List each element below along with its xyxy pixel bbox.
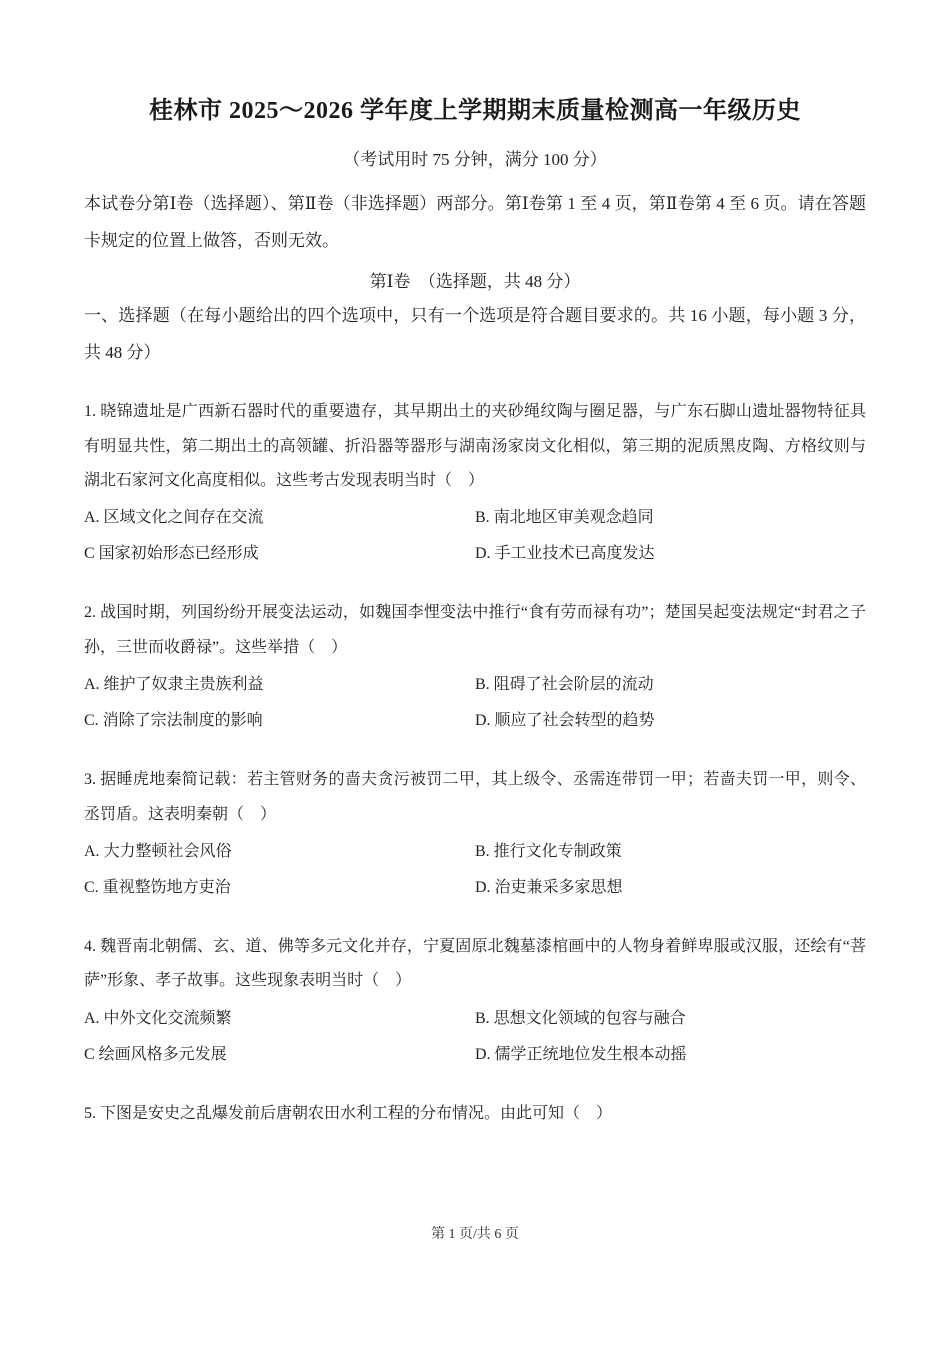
exam-title: 桂林市 2025～2026 学年度上学期期末质量检测高一年级历史 (149, 98, 801, 124)
question-4-option-c: C 绘画风格多元发展 (84, 1045, 227, 1063)
question-4-option-a: A. 中外文化交流频繁 (84, 1009, 232, 1027)
question-3-option-c: C. 重视整饬地方吏治 (84, 878, 231, 896)
question-2-option-c: C. 消除了宗法制度的影响 (84, 712, 263, 730)
question-4-option-b: B. 思想文化领域的包容与融合 (475, 1009, 686, 1027)
question-3-option-b: B. 推行文化专制政策 (475, 842, 622, 860)
question-1-option-a: A. 区域文化之间存在交流 (84, 509, 264, 527)
question-5-stem: 5. 下图是安史之乱爆发前后唐朝农田水利工程的分布情况。由此可知（ ） (84, 1104, 613, 1122)
question-3-stem: 3. 据睡虎地秦简记载：若主管财务的啬夫贪污被罚二甲，其上级令、丞需连带罚一甲；若啬夫罚一甲，则令、丞罚盾。这表明秦朝（ ） (84, 771, 866, 823)
question-2-option-a: A. 维护了奴隶主贵族利益 (84, 676, 264, 694)
question-2-options (84, 667, 866, 739)
question-4-options (84, 1001, 866, 1073)
question-3-option-d: D. 治吏兼采多家思想 (475, 878, 623, 896)
question-1 (84, 395, 866, 572)
question-1-stem: 1. 晓锦遗址是广西新石器时代的重要遗存，其早期出土的夹砂绳纹陶与圈足器，与广东石脚山遗址器物特征具有明显共性，第二期出土的高领罐、折沿器等器形与湖南汤家岗文化相似，第三期的泥质黑皮陶、方格纹则与湖北石家河文化高度相似。这些考古发现表明当时（ ） (84, 403, 866, 489)
part1-header: 第Ⅰ卷 （选择题，共 48 分） (369, 272, 581, 292)
question-4 (84, 930, 866, 1073)
exam-instructions: 本试卷分第Ⅰ卷（选择题）、第Ⅱ卷（非选择题）两部分。第Ⅰ卷第 1 至 4 页，第Ⅱ卷第 4 至 6 页。请在答题卡规定的位置上做答，否则无效。 (84, 194, 866, 250)
page-number: 第 1 页/共 6 页 (431, 1227, 519, 1242)
question-2-option-d: D. 顺应了社会转型的趋势 (475, 712, 655, 730)
section1-header: 一、选择题（在每小题给出的四个选项中，只有一个选项是符合题目要求的。共 16 小题，每小题 3 分，共 48 分） (84, 306, 866, 362)
question-1-option-b: B. 南北地区审美观念趋同 (475, 509, 654, 527)
question-2 (84, 596, 866, 739)
question-3-options (84, 834, 866, 906)
question-2-option-b: B. 阻碍了社会阶层的流动 (475, 676, 654, 694)
question-1-option-c: C 国家初始形态已经形成 (84, 545, 259, 563)
question-5 (84, 1097, 866, 1131)
question-3 (84, 763, 866, 906)
question-3-option-a: A. 大力整顿社会风俗 (84, 842, 232, 860)
question-1-options (84, 500, 866, 572)
question-4-option-d: D. 儒学正统地位发生根本动摇 (475, 1045, 687, 1063)
question-4-stem: 4. 魏晋南北朝儒、玄、道、佛等多元文化并存，宁夏固原北魏墓漆棺画中的人物身着鲜卑服或汉服，还绘有“菩萨”形象、孝子故事。这些现象表明当时（ ） (84, 937, 866, 990)
question-2-stem: 2. 战国时期，列国纷纷开展变法运动，如魏国李悝变法中推行“食有劳而禄有功”；楚国吴起变法规定“封君之子孙，三世而收爵禄”。这些举措（ ） (84, 604, 866, 656)
exam-subtitle: （考试用时 75 分钟，满分 100 分） (343, 150, 607, 169)
question-1-option-d: D. 手工业技术已高度发达 (475, 545, 655, 563)
